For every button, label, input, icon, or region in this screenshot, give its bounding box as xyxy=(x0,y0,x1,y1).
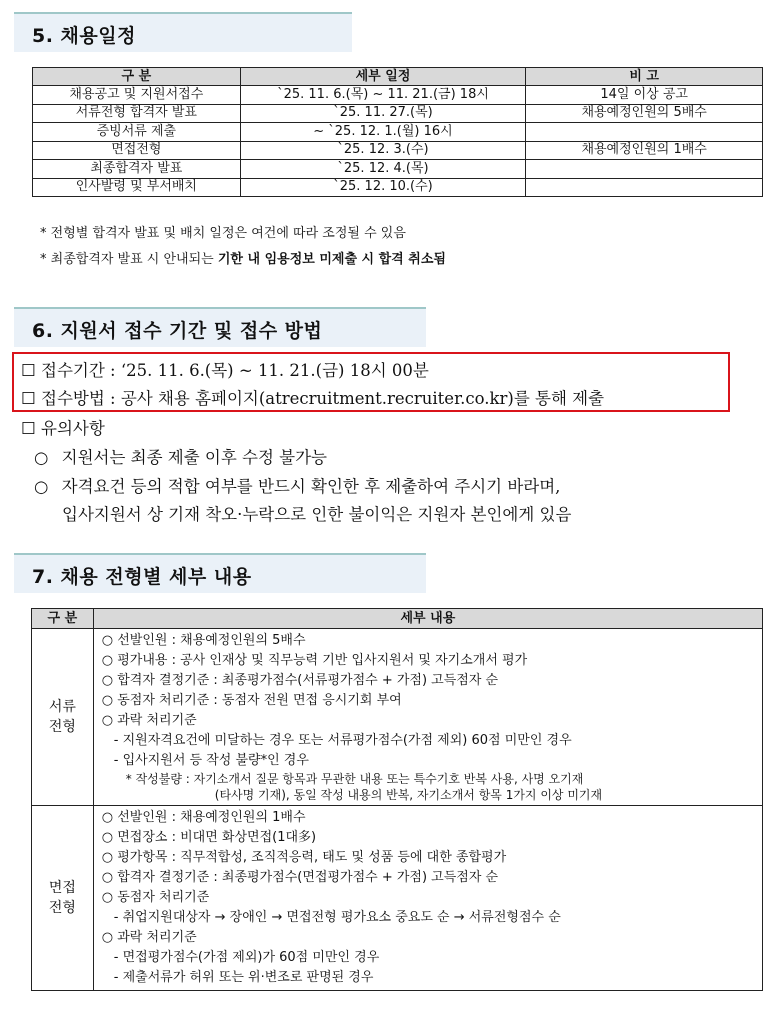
schedule-header-category: 구 분 xyxy=(33,68,241,86)
list-item: - 취업지원대상자 → 장애인 → 면접전형 평가요소 중요도 순 → 서류전형점수 순 xyxy=(113,910,561,925)
precaution-text-2a: 자격요건 등의 적합 여부를 반드시 확인한 후 제출하여 주시기 바라며, xyxy=(61,477,561,496)
section7-heading-bar xyxy=(14,553,426,593)
precaution-bullet-1 xyxy=(34,444,327,468)
schedule-note-2-bold: 기한 내 임용정보 미제출 시 합격 취소됨 xyxy=(217,252,446,267)
interview-screening-details xyxy=(93,806,762,991)
table-row xyxy=(33,178,763,197)
table-row xyxy=(32,806,763,991)
schedule-cell: `25. 12. 3.(수) xyxy=(240,141,526,160)
schedule-cell: `25. 12. 4.(목) xyxy=(240,160,526,179)
application-method-text: 접수방법 : 공사 채용 홈페이지(atrecruitment.recruiter.co.kr)를 통해 제출 xyxy=(41,389,605,408)
table-row xyxy=(32,629,763,806)
section6-heading-bar xyxy=(14,307,426,347)
schedule-cell: 증빙서류 제출 xyxy=(33,123,241,142)
list-item: ○ 과락 처리기준 xyxy=(101,930,197,945)
schedule-note-2 xyxy=(40,251,446,269)
list-item: ○ 합격자 결정기준 : 최종평가점수(서류평가점수 + 가점) 고득점자 순 xyxy=(101,673,499,688)
list-item: - 제출서류가 허위 또는 위·변조로 판명된 경우 xyxy=(113,970,374,985)
checkbox-icon: ☐ xyxy=(21,419,36,438)
section5-heading-bar xyxy=(14,12,352,52)
precaution-bullet-2 xyxy=(34,473,560,497)
category-label: 서류 xyxy=(48,699,76,715)
interview-screening-category xyxy=(32,806,94,991)
screening-header-row xyxy=(32,609,763,629)
schedule-cell xyxy=(526,178,763,197)
list-item: ○ 평가내용 : 공사 인재상 및 직무능력 기반 입사지원서 및 자기소개서 평가 xyxy=(101,653,528,668)
list-item: * 작성불량 : 자기소개서 질문 항목과 무관한 내용 또는 특수기호 반복 사용, 사명 오기재 xyxy=(125,772,584,786)
circle-bullet-icon: ○ xyxy=(34,477,49,496)
document-screening-details xyxy=(93,629,762,806)
schedule-cell: `25. 11. 6.(목) ~ 11. 21.(금) 18시 xyxy=(240,86,526,105)
schedule-cell xyxy=(526,123,763,142)
category-label: 면접 xyxy=(48,880,76,896)
list-item: ○ 선발인원 : 채용예정인원의 1배수 xyxy=(101,810,306,825)
checkbox-icon: ☐ xyxy=(21,361,36,380)
list-item: ○ 동점자 처리기준 : 동점자 전원 면접 응시기회 부여 xyxy=(101,693,402,708)
schedule-header-detail: 세부 일정 xyxy=(240,68,526,86)
schedule-note-2-text: * 최종합격자 발표 시 안내되는 xyxy=(40,252,218,267)
category-label: 전형 xyxy=(48,719,76,735)
list-item: ○ 선발인원 : 채용예정인원의 5배수 xyxy=(101,633,306,648)
list-item: ○ 면접장소 : 비대면 화상면접(1대多) xyxy=(101,830,317,845)
list-item: - 면접평가점수(가점 제외)가 60점 미만인 경우 xyxy=(113,950,380,965)
document-screening-category xyxy=(32,629,94,806)
schedule-cell: `25. 12. 10.(수) xyxy=(240,178,526,197)
schedule-cell: 채용예정인원의 5배수 xyxy=(526,104,763,123)
schedule-cell: ~ `25. 12. 1.(월) 16시 xyxy=(240,123,526,142)
schedule-header-row xyxy=(33,68,763,86)
screening-detail-table xyxy=(31,608,763,991)
circle-bullet-icon: ○ xyxy=(34,448,49,467)
list-item: ○ 합격자 결정기준 : 최종평가점수(면접평가점수 + 가점) 고득점자 순 xyxy=(101,870,499,885)
category-label: 전형 xyxy=(48,900,76,916)
schedule-cell: 서류전형 합격자 발표 xyxy=(33,104,241,123)
table-row xyxy=(33,160,763,179)
list-item: - 지원자격요건에 미달하는 경우 또는 서류평가점수(가점 제외) 60점 미만인 경우 xyxy=(113,733,572,748)
schedule-cell: 최종합격자 발표 xyxy=(33,160,241,179)
schedule-cell: 채용공고 및 지원서접수 xyxy=(33,86,241,105)
precaution-text-2b: 입사지원서 상 기재 착오·누락으로 인한 불이익은 지원자 본인에게 있음 xyxy=(62,505,572,524)
list-item: (타사명 기재), 동일 작성 내용의 반복, 자기소개서 항목 1가지 이상 미기재 xyxy=(214,788,603,802)
list-item: ○ 과락 처리기준 xyxy=(101,713,197,728)
application-period-text: 접수기간 : ‘25. 11. 6.(목) ~ 11. 21.(금) 18시 00분 xyxy=(41,361,429,380)
list-item: - 입사지원서 등 작성 불량*인 경우 xyxy=(113,753,309,768)
schedule-table xyxy=(32,67,763,197)
precautions-line xyxy=(21,415,105,439)
application-period-line xyxy=(21,357,429,381)
table-row xyxy=(33,123,763,142)
schedule-cell: 채용예정인원의 1배수 xyxy=(526,141,763,160)
section6-heading: 6. 지원서 접수 기간 및 접수 방법 xyxy=(32,320,323,342)
screening-header-detail: 세부 내용 xyxy=(93,609,762,629)
table-row xyxy=(33,104,763,123)
section5-heading: 5. 채용일정 xyxy=(32,25,136,47)
schedule-header-remark: 비 고 xyxy=(526,68,763,86)
screening-header-category: 구 분 xyxy=(32,609,94,629)
schedule-cell: `25. 11. 27.(목) xyxy=(240,104,526,123)
precaution-text-1: 지원서는 최종 제출 이후 수정 불가능 xyxy=(61,448,327,467)
table-row xyxy=(33,141,763,160)
section7-heading: 7. 채용 전형별 세부 내용 xyxy=(32,566,252,588)
list-item: ○ 동점자 처리기준 xyxy=(101,890,210,905)
schedule-cell: 면접전형 xyxy=(33,141,241,160)
table-row xyxy=(33,86,763,105)
checkbox-icon: ☐ xyxy=(21,389,36,408)
schedule-cell xyxy=(526,160,763,179)
precautions-text: 유의사항 xyxy=(41,419,105,438)
application-method-line xyxy=(21,385,604,409)
schedule-cell: 14일 이상 공고 xyxy=(526,86,763,105)
list-item: ○ 평가항목 : 직무적합성, 조직적응력, 태도 및 성품 등에 대한 종합평가 xyxy=(101,850,507,865)
schedule-cell: 인사발령 및 부서배치 xyxy=(33,178,241,197)
schedule-note-1: * 전형별 합격자 발표 및 배치 일정은 여건에 따라 조정될 수 있음 xyxy=(40,226,406,241)
